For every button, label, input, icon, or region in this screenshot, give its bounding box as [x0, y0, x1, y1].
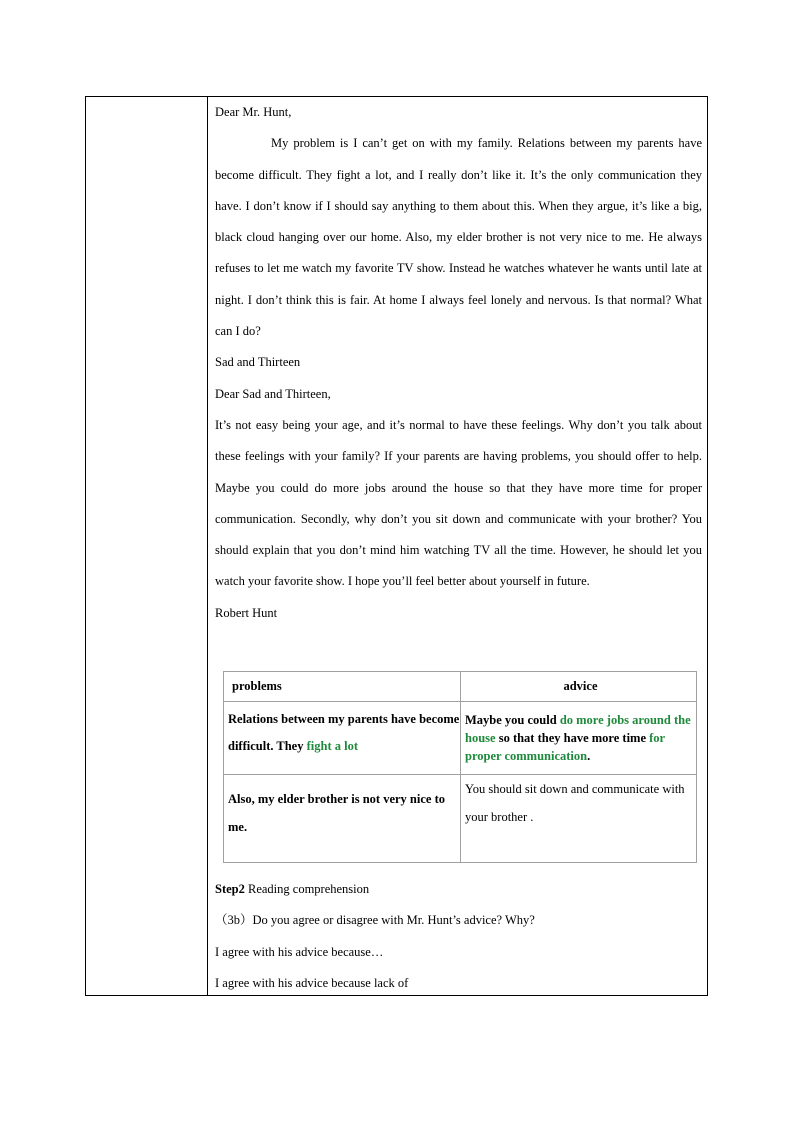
step2-section: [215, 874, 702, 999]
table-row: [224, 775, 697, 863]
problem-cell-2: [224, 775, 461, 863]
advice-1-highlight-2: for proper communication: [465, 731, 665, 763]
table-header-row: [224, 672, 697, 702]
advice-1-end: .: [587, 749, 591, 763]
step2-answer-2: I agree with his advice because lack of: [215, 975, 409, 990]
advice-1-highlight-1: do more jobs around the house: [465, 713, 691, 745]
problems-advice-table: [223, 671, 697, 863]
reply-signature: Robert Hunt: [215, 605, 278, 620]
step2-heading: [215, 874, 702, 905]
letter-signature: Sad and Thirteen: [215, 355, 301, 370]
step2-answer-1: I agree with his advice because…: [215, 944, 384, 959]
step2-title: Reading comprehension: [244, 882, 370, 896]
letter-greeting: Dear Mr. Hunt,: [215, 105, 292, 119]
reply-body: It’s not easy being your age, and it’s normal to have these feelings. Why don’t you talk about these feelings with your family? If your parents are having problems, you should offer to help. Maybe you could do more jobs around the house so that they have more time for proper communication. Secondly, why don’t you sit down and communicate with your brother? You should explain that you don’t mind him watching TV all the time. However, he should let you watch your favorite show. I hope you’ll feel better about yourself in future.: [215, 417, 702, 589]
problem-cell-1: [224, 702, 461, 775]
advice-2-text: You should sit down and communicate with your brother .: [465, 782, 685, 824]
reply-greeting: Dear Sad and Thirteen,: [215, 386, 331, 401]
advice-1-pre: Maybe you could: [465, 713, 560, 727]
header-problems: problems: [224, 672, 461, 702]
advice-cell-1: [461, 702, 697, 775]
step2-label: Step2: [215, 882, 245, 896]
worksheet-table: [85, 96, 708, 996]
advice-1-mid: so that they have more time: [495, 731, 650, 745]
content-cell: [215, 97, 702, 629]
step2-question: （3b）Do you agree or disagree with Mr. Hunt’s advice? Why?: [215, 913, 535, 928]
problem-2-text: Also, my elder brother is not very nice to me.: [228, 792, 445, 834]
problem-1-text: Relations between my parents have become difficult. They: [228, 712, 460, 753]
advice-cell-2: [461, 775, 697, 863]
header-advice: advice: [461, 672, 697, 702]
problem-1-highlight: fight a lot: [306, 739, 358, 753]
column-divider: [207, 97, 208, 995]
table-row: [224, 702, 697, 775]
letter-body: My problem is I can’t get on with my family. Relations between my parents have become difficult. They fight a lot, and I really don’t like it. It’s the only communication they have. I don’t know if I should say anything to them about this. When they argue, it’s like a big, black cloud hanging over our home. Also, my elder brother is not very nice to me. He always refuses to let me watch my favorite TV show. Instead he watches whatever he wants until late at night. I don’t think this is fair. At home I always feel lonely and nervous. Is that normal? What can I do?: [215, 136, 702, 339]
